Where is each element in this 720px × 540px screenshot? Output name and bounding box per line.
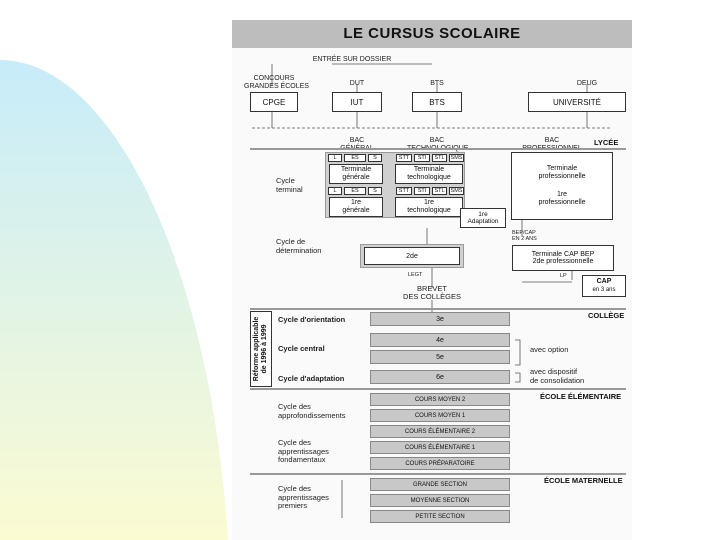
school-pathway-diagram bbox=[232, 20, 632, 540]
premiere-pro-text: 1re professionnelle bbox=[538, 191, 586, 206]
college-divider bbox=[250, 308, 626, 310]
bep-cap-small-label: BEP/CAP EN 2 ANS bbox=[512, 230, 537, 243]
serie-sti-prem: STI bbox=[414, 187, 430, 195]
serie-sms-term: SMS bbox=[450, 155, 463, 161]
cycle-approfondissements-label: Cycle des approfondissements bbox=[278, 402, 346, 420]
elementaire-divider bbox=[250, 388, 626, 390]
iut-box: IUT bbox=[332, 92, 382, 112]
bts-diploma-label: BTS bbox=[430, 80, 444, 87]
premiere-techno-box: 1re technologique bbox=[395, 197, 463, 217]
serie-sti-term: STI bbox=[414, 154, 430, 162]
level-ce2: COURS ÉLÉMENTAIRE 2 bbox=[370, 425, 510, 438]
cycle-terminal-label: Cycle terminal bbox=[276, 176, 303, 194]
cycle-central-label: Cycle central bbox=[278, 344, 325, 353]
bep-block bbox=[512, 245, 614, 271]
serie-l-prem: L bbox=[328, 187, 342, 195]
level-cp: COURS PRÉPARATOIRE bbox=[370, 457, 510, 470]
seconde-box: 2de bbox=[364, 247, 460, 265]
serie-s-term: S bbox=[368, 154, 382, 162]
cap-box bbox=[582, 275, 626, 297]
cycle-adaptation-label: Cycle d'adaptation bbox=[278, 374, 345, 383]
terminale-generale-box: Terminale générale bbox=[329, 164, 383, 184]
entree-label: ENTRÉE SUR DOSSIER bbox=[312, 56, 392, 63]
level-grande-section: GRANDE SECTION bbox=[370, 478, 510, 491]
universite-box: UNIVERSITÉ bbox=[528, 92, 626, 112]
terminale-pro-text: Terminale professionnelle bbox=[538, 165, 586, 180]
level-cm2: COURS MOYEN 2 bbox=[370, 393, 510, 406]
level-moyenne-section: MOYENNE SECTION bbox=[370, 494, 510, 507]
avec-option-label: avec option bbox=[530, 345, 569, 354]
cap-subtitle: en 3 ans bbox=[592, 287, 616, 293]
lp-label: LP bbox=[560, 273, 567, 279]
cycle-orientation-label: Cycle d'orientation bbox=[278, 315, 346, 324]
diagram-title: LE CURSUS SCOLAIRE bbox=[343, 25, 521, 42]
serie-sms-prem: SMS bbox=[450, 188, 463, 194]
lycee-section: LYCÉE bbox=[594, 138, 619, 147]
serie-s-prem: S bbox=[368, 187, 382, 195]
terminale-cap-bep-text: Terminale CAP BEP bbox=[531, 251, 595, 258]
cap-title: CAP bbox=[596, 278, 612, 285]
bac-general-label: BAC bbox=[349, 137, 365, 144]
level-ce1: COURS ÉLÉMENTAIRE 1 bbox=[370, 441, 510, 454]
premiere-adaptation-box: 1re Adaptation bbox=[460, 208, 506, 228]
cycle-premiers-label: Cycle des apprentissages premiers bbox=[278, 484, 329, 511]
reform-text: Réforme applicable de 1996 à 1999 bbox=[253, 316, 268, 382]
level-petite-section: PETITE SECTION bbox=[370, 510, 510, 523]
serie-es-prem: ES bbox=[344, 187, 366, 195]
reform-box bbox=[250, 311, 272, 387]
concours-label: CONCOURS GRANDES ÉCOLES bbox=[244, 75, 309, 90]
serie-stt-term: STT bbox=[396, 154, 412, 162]
bac-techno-label: BAC bbox=[429, 137, 445, 144]
elementaire-section: ÉCOLE ÉLÉMENTAIRE bbox=[540, 392, 622, 401]
lycee-divider bbox=[250, 148, 626, 150]
bts-box: BTS bbox=[412, 92, 462, 112]
seconde-pro-text: 2de professionnelle bbox=[532, 258, 594, 265]
level-cm1: COURS MOYEN 1 bbox=[370, 409, 510, 422]
cycle-fondamentaux-label: Cycle des apprentissages fondamentaux bbox=[278, 438, 329, 465]
lycee-pro-block bbox=[511, 152, 613, 220]
bac-pro-label: BAC bbox=[544, 137, 560, 144]
premiere-generale-box: 1re générale bbox=[329, 197, 383, 217]
cycle-determination-label: Cycle de détermination bbox=[276, 237, 322, 255]
avec-dispositif-label: avec dispositif de consolidation bbox=[530, 367, 585, 385]
maternelle-divider bbox=[250, 473, 626, 475]
level-3e: 3e bbox=[370, 312, 510, 326]
serie-l-term: L bbox=[328, 154, 342, 162]
serie-stl-term: STL bbox=[432, 154, 447, 162]
serie-stl-prem: STL bbox=[432, 187, 447, 195]
level-5e: 5e bbox=[370, 350, 510, 364]
level-4e: 4e bbox=[370, 333, 510, 347]
cpge-box: CPGE bbox=[250, 92, 298, 112]
legt-label: LEGT bbox=[408, 272, 423, 278]
level-6e: 6e bbox=[370, 370, 510, 384]
serie-stt-prem: STT bbox=[396, 187, 412, 195]
dut-label: DUT bbox=[349, 80, 365, 87]
terminale-techno-box: Terminale technologique bbox=[395, 164, 463, 184]
deug-label: DEUG bbox=[576, 80, 598, 87]
maternelle-section: ÉCOLE MATERNELLE bbox=[544, 476, 623, 485]
serie-es-term: ES bbox=[344, 154, 366, 162]
college-section: COLLÈGE bbox=[588, 311, 625, 320]
brevet-label: BREVET DES COLLÈGES bbox=[403, 284, 461, 302]
